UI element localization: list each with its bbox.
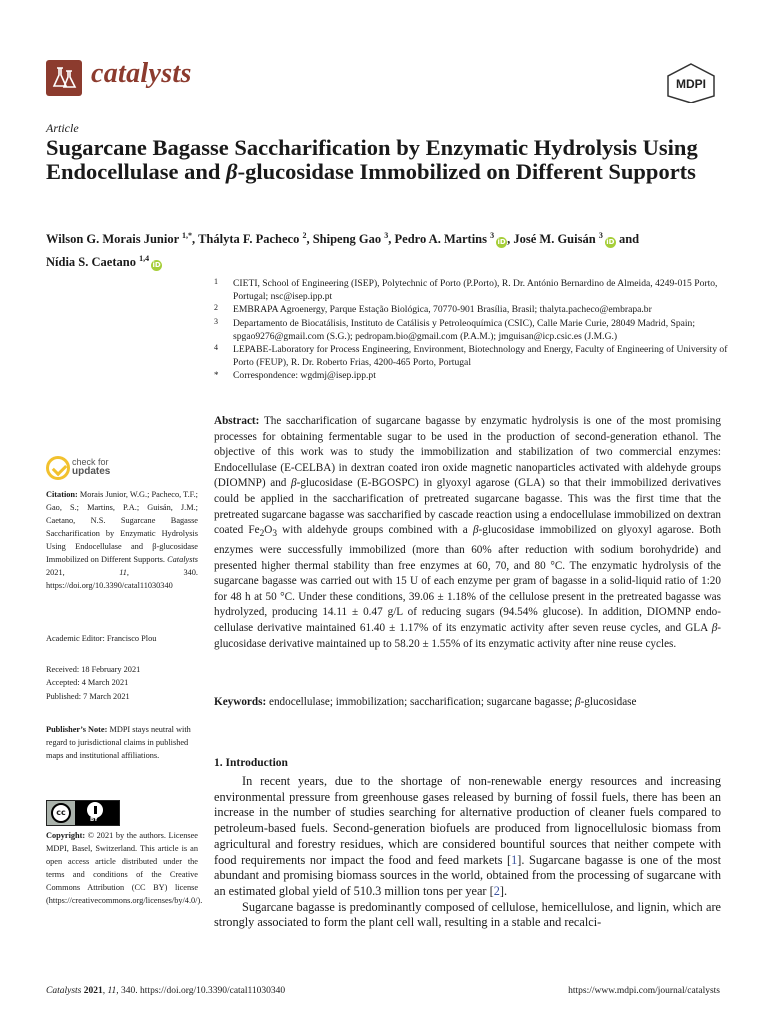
journal-logo-icon	[46, 60, 82, 96]
author-name: José M. Guisán	[513, 232, 596, 247]
orcid-icon[interactable]: iD	[497, 238, 506, 247]
academic-editor: Academic Editor: Francisco Plou	[46, 634, 157, 643]
author-list: Wilson G. Morais Junior $^{1,*}$, Thályta F. Pacheco $^2$, Shipeng Gao $^3$, Pedro A. Martins $^3$iD, José M. Guisán $^3$iD and Nídia S. Caetano $^{1,4}$iD	[46, 231, 640, 270]
check-for-updates-button[interactable]: check for updates	[46, 456, 156, 486]
cc-by-license-icon[interactable]: cc BY	[46, 800, 120, 826]
article-type: Article	[46, 121, 79, 135]
affiliation-item: 4 LEPABE-Laboratory for Process Engineering, Environment, Biotechnology and Energy, Faculty of Engineering of University of Porto (FEUP), R. Dr. Roberto Frias, 4200-465 Porto, Portugal	[214, 343, 728, 369]
section-heading: 1. Introduction	[214, 757, 288, 769]
affiliation-item: 2 EMBRAPA Agroenergy, Parque Estação Biológica, 70770-901 Brasília, Brasil; thalyta.pacheco@embrapa.br	[214, 303, 652, 316]
footer-journal-url[interactable]: https://www.mdpi.com/journal/catalysts	[568, 986, 720, 996]
paper-title: Sugarcane Bagasse Saccharification by Enzymatic Hydrolysis Using Endocellulase and β-glucosidase Immobilized on Different Supports	[46, 135, 698, 184]
accepted-date: Accepted: 4 March 2021	[46, 678, 129, 687]
author-name: Thályta F. Pacheco	[198, 232, 300, 247]
journal-name: catalysts	[91, 58, 192, 89]
mdpi-logo-icon	[666, 63, 716, 103]
affiliations	[214, 277, 734, 383]
citation-block: Citation: Morais Junior, W.G.; Pacheco, T.F.; Gao, S.; Martins, P.A.; Guisán, J.M.; Caetano, N.S. Sugarcane Bagasse Saccharification by Enzymatic Hydrolysis Using Endocellulase and β-glucosidase Immobilized on Different Supports. Catalysts 2021, 11, 340. https://doi.org/10.3390/catal11030340	[46, 490, 198, 590]
author-name: Shipeng Gao	[312, 232, 382, 247]
author-name: Wilson G. Morais Junior	[46, 232, 179, 247]
received-date: Received: 18 February 2021	[46, 665, 141, 674]
check-icon	[46, 456, 70, 480]
orcid-icon[interactable]: iD	[152, 261, 161, 270]
publisher-name: MDPI	[676, 77, 706, 91]
abstract: Abstract: The saccharification of sugarcane bagasse by enzymatic hydrolysis is one of the most promising processes for obtaining fermentable sugar to be used in the production of second-generation ethanol. The objective of this work was to study the immobilization and stabilization of two commercial enzymes: Endocellulase (E-CELBA) in dextran coated iron oxide magnetic nanoparticles activated with aldehyde groups (DIOMNP) and β-glucosidase (E-BGOSPC) in glyoxyl agarose (GLA) so that their immobilized derivatives could be applied in the saccharification of pretreated sugarcane bagasse. This was the first time that the pretreated sugarcane bagasse was saccharified by cascade reaction using a endocellulase immobilized on dextran coated $Fe_2O_3$ with aldehyde groups combined with a β-glucosidase immobilized on glyoxyl agarose. Both enzymes were successfully immobilized (more than 60% after reduction with sodium borohydride) and presented higher thermal stability than free enzymes at 60, 70, and 80 °C. The enzymatic hydrolysis of the sugarcane bagasse was carried out with 15 U of each enzyme per gram of bagasse in a solid-liquid ratio of 1:20 for 48 h at 50 °C. Under these conditions, 39.06 ± 1.18% of the cellulose present in the pretreated bagasse was hydrolyzed, producing 14.11 ± 0.47 g/L of reducing sugars (94.54% glucose). In addition, DIOMNP endo-cellulase derivative maintained 61.40 ± 1.17% of its enzymatic activity after seven reuse cycles, and GLA β-glucosidase derivative maintained up to 58.20 ± 1.55% of its enzymatic activity after nine reuse cycles.	[214, 415, 721, 650]
author-name: Pedro A. Martins	[394, 232, 487, 247]
correspondence: * Correspondence: wgdmj@isep.ipp.pt	[214, 370, 376, 382]
author-name: Nídia S. Caetano	[46, 255, 136, 270]
published-date: Published: 7 March 2021	[46, 692, 130, 701]
affiliation-item: 3 Departamento de Biocatálisis, Instituto de Catálisis y Petroleoquímica (CSIC), Calle Marie Curie, 28049 Madrid, Spain; spgao9276@gmail.com (S.G.); pedropam.bio@gmail.com (P.A.M.); jmguisan@icp.csic.es (J.M.G.)	[214, 316, 696, 342]
citation-link[interactable]: 1	[511, 852, 518, 867]
affiliation-item: 1 CIETI, School of Engineering (ISEP), Polytechnic of Porto (P.Porto), R. Dr. António Bernardino de Almeida, 4249-015 Porto, Portugal; nsc@isep.ipp.pt	[214, 277, 718, 303]
footer-citation: Catalysts 2021, 11, 340. https://doi.org/10.3390/catal11030340	[46, 986, 286, 996]
keywords: Keywords: endocellulase; immobilization; saccharification; sugarcane bagasse; β-glucosidase	[214, 696, 637, 708]
orcid-icon[interactable]: iD	[606, 238, 615, 247]
citation-link[interactable]: 2	[493, 883, 500, 898]
copyright-block: Copyright: © 2021 by the authors. Licensee MDPI, Basel, Switzerland. This article is an open access article distributed under the terms and conditions of the Creative Commons Attribution (CC BY) license (https://creativecommons.org/licenses/by/4.0/).	[46, 831, 203, 905]
introduction-text: In recent years, due to the shortage of non-renewable energy resources and increasing environmental pressure from greenhouse gases released by burning of fossil fuels, there has been an increase in the number of studies searching for alternative production of cleaner fuels compared to petroleum-based fuels. Second-generation biofuels are produced from lignocellulosic biomass from agricultural and forestry residues, which are considered bountiful sources that neither compete with food requirements nor impact the food and feed markets [1]. Sugarcane bagasse is one of the most abundant and promising biomass sources in the world, obtained from the processing of sugarcane with an estimated global yield of 510.3 million tons per year [2]. Sugarcane bagasse is predominantly composed of cellulose, hemicellulose, and lignin, which are strongly associated to form the plant cell wall, resulting in a stable and recalci-	[214, 774, 721, 930]
publisher-note: Publisher’s Note: MDPI stays neutral with regard to jurisdictional claims in published maps and institutional affiliations.	[46, 725, 191, 760]
